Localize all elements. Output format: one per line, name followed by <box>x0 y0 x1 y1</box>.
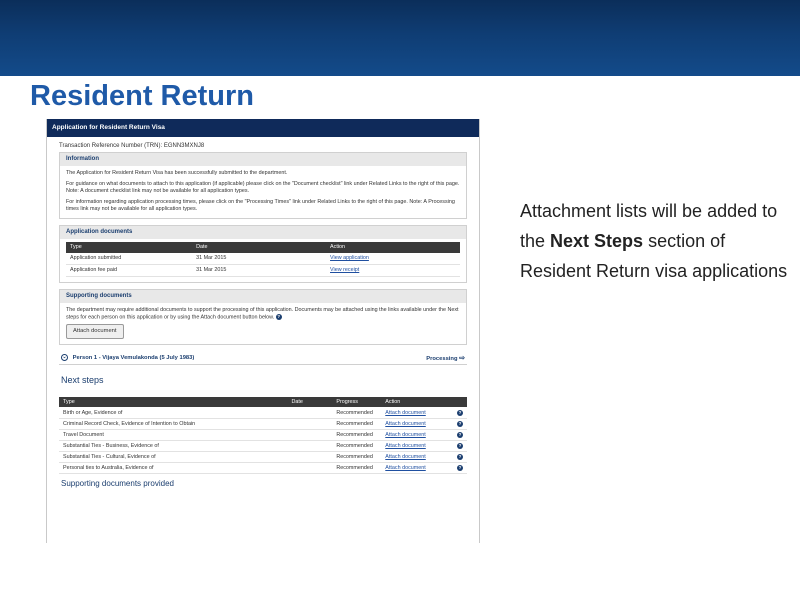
application-header: Application for Resident Return Visa <box>47 119 479 137</box>
help-icon[interactable]: ? <box>458 409 462 415</box>
application-documents-box <box>59 225 467 283</box>
view-receipt-link[interactable]: View receipt <box>330 267 360 273</box>
information-para: For information regarding application processing times, please click on the "Processing Times" link under Related Links to the right of this page. Note: A Processing times link may not be available for all application types. <box>66 199 455 212</box>
cell-type: Application submitted <box>66 253 192 265</box>
cell-progress: Recommended <box>336 420 373 427</box>
application-documents-table <box>66 242 460 277</box>
table-row <box>59 418 467 429</box>
table-row <box>59 462 467 473</box>
view-application-link[interactable]: View application <box>330 255 369 261</box>
application-screenshot <box>46 119 480 543</box>
cell-progress: Recommended <box>336 453 373 460</box>
cell-type: Criminal Record Check, Evidence of Intention to Obtain <box>63 420 196 427</box>
cell-type: Travel Document <box>63 431 104 438</box>
supporting-documents-box <box>59 289 467 345</box>
information-heading: Information <box>60 153 466 166</box>
cell-type: Birth or Age, Evidence of <box>63 409 123 416</box>
column-header: Action <box>381 397 467 407</box>
help-icon[interactable]: ? <box>458 464 462 470</box>
note-text: section of Resident Return visa applications <box>520 231 788 281</box>
cell-type: Substantial Ties - Business, Evidence of <box>63 442 159 449</box>
column-header: Action <box>326 242 460 253</box>
header-banner <box>0 0 800 76</box>
table-row <box>59 429 467 440</box>
trn-line <box>47 137 479 152</box>
help-icon[interactable]: ? <box>277 314 281 319</box>
attach-document-link[interactable]: Attach document <box>385 442 426 449</box>
help-icon[interactable]: ? <box>458 420 462 426</box>
application-documents-heading: Application documents <box>60 226 466 239</box>
cell-date: 31 Mar 2015 <box>192 253 326 265</box>
supporting-documents-text: The department may require additional documents to support the processing of this application. Documents may be attached using the links available under the Next steps for each person on this application or by using the Attach document button below. <box>66 307 459 321</box>
table-row <box>59 440 467 451</box>
information-box <box>59 152 467 219</box>
table-row <box>59 407 467 418</box>
column-header: Date <box>287 397 332 407</box>
note-text: Attachment lists will be added to the <box>520 201 778 251</box>
table-row <box>66 253 460 265</box>
cell-progress: Recommended <box>336 464 373 471</box>
cell-date: 31 Mar 2015 <box>192 265 326 277</box>
trn-label: Transaction Reference Number (TRN): <box>59 143 163 149</box>
help-icon[interactable]: ? <box>458 453 462 459</box>
attach-document-link[interactable]: Attach document <box>385 409 426 416</box>
next-steps-table <box>59 397 467 474</box>
slide-note <box>520 196 790 286</box>
attach-document-link[interactable]: Attach document <box>385 453 426 460</box>
help-icon[interactable]: ? <box>458 442 462 448</box>
slide-title: Resident Return <box>30 80 254 112</box>
processing-status: Processing <box>426 355 458 362</box>
table-row <box>59 451 467 462</box>
table-row <box>66 265 460 277</box>
column-header: Type <box>66 242 192 253</box>
cell-type: Personal ties to Australia, Evidence of <box>63 464 154 471</box>
trn-value: EGNN3MXNJ8 <box>163 143 205 149</box>
column-header: Type <box>59 397 287 407</box>
information-para: For guidance on what documents to attach to this application (if applicable) please click on the "Document checklist" link under Related Links to the right of this page. Note: A document checklist link may not be available for all application types. <box>66 181 460 194</box>
arrow-right-icon: ⇨ <box>459 354 465 362</box>
attach-document-link[interactable]: Attach document <box>385 431 426 438</box>
supporting-documents-heading: Supporting documents <box>60 290 466 303</box>
person-bar[interactable] <box>59 351 467 365</box>
attach-document-link[interactable]: Attach document <box>385 420 426 427</box>
column-header: Date <box>192 242 326 253</box>
cell-type: Substantial Ties - Cultural, Evidence of <box>63 453 156 460</box>
attach-document-link[interactable]: Attach document <box>385 464 426 471</box>
attach-document-button[interactable]: Attach document <box>66 324 124 339</box>
help-icon[interactable]: ? <box>458 431 462 437</box>
note-emphasis: Next Steps <box>550 231 644 251</box>
next-steps-title: Next steps <box>61 375 104 386</box>
person-label: Person 1 - Vijaya Vemulakonda (5 July 1983) <box>72 355 195 362</box>
supporting-documents-provided-heading: Supporting documents provided <box>61 478 174 488</box>
cell-progress: Recommended <box>336 442 373 449</box>
information-para: The Application for Resident Return Visa has been successfully submitted to the department. <box>66 170 288 176</box>
collapse-icon[interactable]: ⌄ <box>62 354 67 361</box>
cell-progress: Recommended <box>336 409 373 416</box>
torn-edge <box>47 529 479 543</box>
cell-type: Application fee paid <box>66 265 192 277</box>
column-header: Progress <box>332 397 381 407</box>
cell-progress: Recommended <box>336 431 373 438</box>
